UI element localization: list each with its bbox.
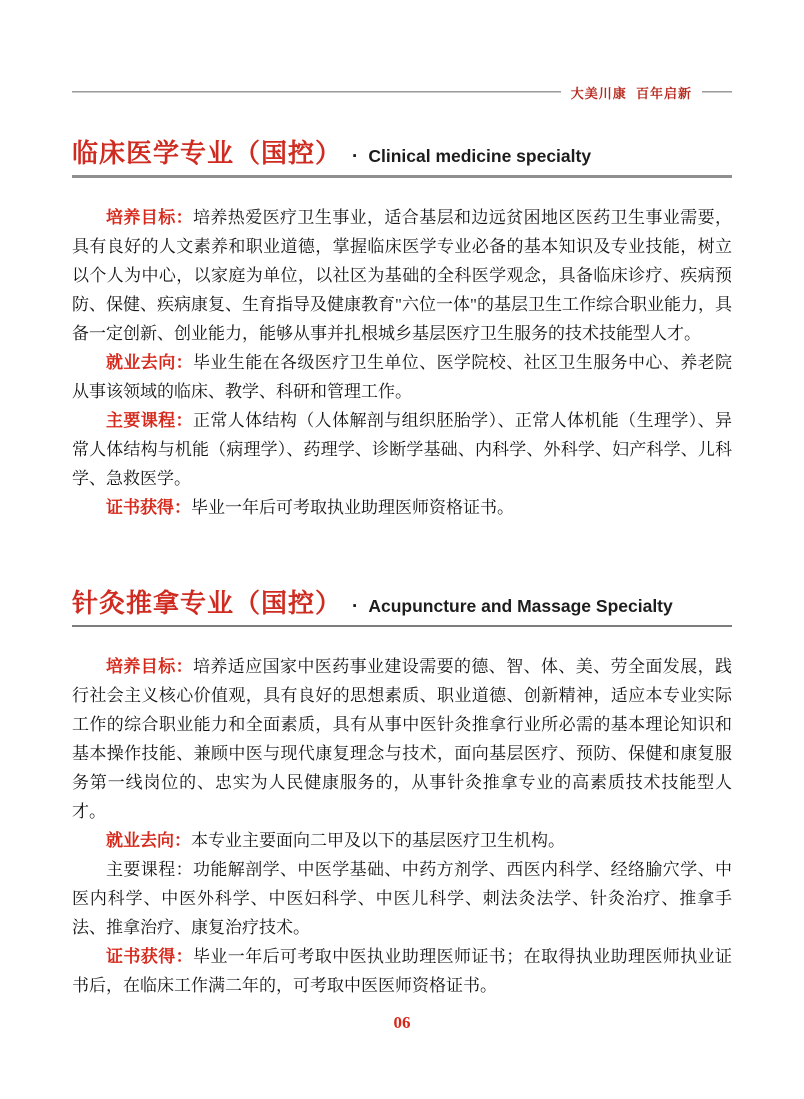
paragraph-certificates <box>72 942 732 1000</box>
paragraph-label-training-objectives: 培养目标： <box>106 208 193 227</box>
paragraph-label-employment-direction: 就业去向： <box>106 831 191 850</box>
paragraph-text: 毕业一年后可考取执业助理医师资格证书。 <box>191 498 514 517</box>
section-acupuncture-massage <box>72 588 732 1000</box>
paragraph-label-certificates: 证书获得： <box>106 498 191 517</box>
section-title-english: Acupuncture and Massage Specialty <box>368 596 673 616</box>
section-title-clinical-medicine <box>72 138 732 178</box>
paragraph-text: 培养热爱医疗卫生事业，适合基层和边远贫困地区医药卫生事业需要，具有良好的人文素养和职业道德，掌握临床医学专业必备的基本知识及专业技能，树立以个人为中心，以家庭为单位，以社区为基础的全科医学观念，具备临床诊疗、疾病预防、保健、疾病康复、生育指导及健康教育"六位一体"的基层卫生工作综合职业能力，具备一定创新、创业能力，能够从事并扎根城乡基层医疗卫生服务的技术技能型人才。 <box>72 208 732 343</box>
paragraph-text: 毕业一年后可考取中医执业助理医师证书；在取得执业助理医师执业证书后，在临床工作满二年的，可考取中医医师资格证书。 <box>72 947 732 995</box>
paragraph-text: 正常人体结构（人体解剖与组织胚胎学）、正常人体机能（生理学）、异常人体结构与机能（病理学）、药理学、诊断学基础、内科学、外科学、妇产科学、儿科学、急救医学。 <box>72 411 733 488</box>
header-slogan: 大美川康 百年启新 <box>570 85 692 101</box>
paragraph-text: 本专业主要面向二甲及以下的基层医疗卫生机构。 <box>191 831 565 850</box>
section-title-english: Clinical medicine specialty <box>368 146 592 166</box>
paragraph-text: 功能解剖学、中医学基础、中药方剂学、西医内科学、经络腧穴学、中医内科学、中医外科学、中医妇科学、中医儿科学、刺法灸法学、针灸治疗、推拿手法、推拿治疗、康复治疗技术。 <box>72 860 732 937</box>
section-clinical-medicine <box>72 138 732 522</box>
paragraph-certificates <box>72 493 732 522</box>
header-rule-left <box>72 91 561 93</box>
paragraph-label-training-objectives: 培养目标： <box>106 657 193 676</box>
paragraph-main-courses <box>72 855 732 942</box>
paragraph-text: 毕业生能在各级医疗卫生单位、医学院校、社区卫生服务中心、养老院从事该领域的临床、教学、科研和管理工作。 <box>72 353 732 401</box>
paragraph-employment-direction <box>72 348 732 406</box>
paragraph-training-objectives <box>72 203 732 348</box>
page-number: 06 <box>393 1013 411 1032</box>
title-separator-dot-icon: · <box>352 596 359 617</box>
header-rule-right <box>702 91 732 93</box>
paragraph-label-employment-direction: 就业去向： <box>106 353 193 372</box>
paragraph-label-main-courses: 主要课程： <box>106 411 193 430</box>
paragraph-training-objectives <box>72 652 732 826</box>
paragraph-label-main-courses: 主要课程： <box>106 860 193 879</box>
paragraph-main-courses <box>72 406 732 493</box>
section-title-chinese: 临床医学专业（国控） <box>72 138 343 168</box>
paragraph-employment-direction <box>72 826 732 855</box>
paragraph-text: 培养适应国家中医药事业建设需要的德、智、体、美、劳全面发展，践行社会主义核心价值观，具有良好的思想素质、职业道德、创新精神，适应本专业实际工作的综合职业能力和全面素质，具有从事中医针灸推拿行业所必需的基本理论知识和基本操作技能、兼顾中医与现代康复理念与技术，面向基层医疗、预防、保健和康复服务第一线岗位的、忠实为人民健康服务的，从事针灸推拿专业的高素质技术技能型人才。 <box>72 657 732 821</box>
section-title-chinese: 针灸推拿专业（国控） <box>72 588 343 618</box>
page-header <box>72 84 732 100</box>
title-separator-dot-icon: · <box>352 146 359 167</box>
section-title-acupuncture-massage <box>72 588 732 627</box>
paragraph-label-certificates: 证书获得： <box>106 947 193 966</box>
